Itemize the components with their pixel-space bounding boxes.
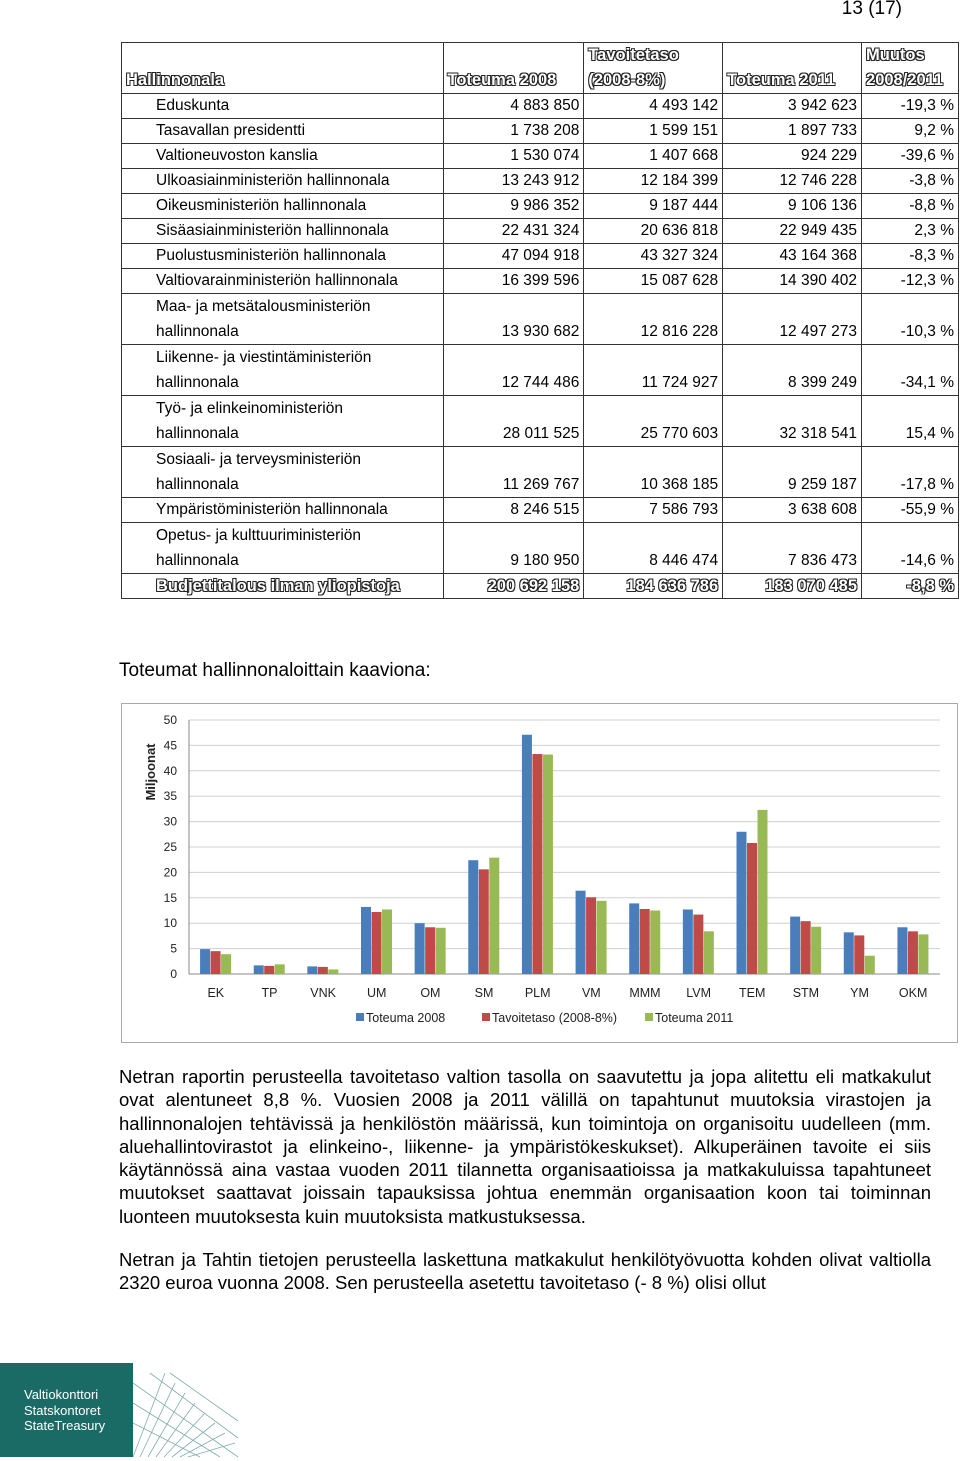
legend-label: Toteuma 2011 — [655, 1011, 734, 1025]
row-muutos: -55,9 % — [862, 498, 959, 523]
table-body — [122, 94, 959, 574]
bar-vnk-series-1 — [307, 966, 317, 974]
bar-vnk-series-2 — [318, 967, 328, 974]
logo-line-1: Valtiokonttori — [24, 1387, 99, 1402]
row-muutos: 9,2 % — [862, 119, 959, 144]
row-tavoitetaso: 8 446 474 — [584, 523, 723, 574]
row-name-line2: hallinnonala — [156, 323, 239, 340]
x-tick-label: VNK — [310, 986, 336, 1000]
row-name-line2: hallinnonala — [156, 374, 239, 391]
table-row — [122, 169, 959, 194]
row-name — [122, 244, 444, 269]
x-tick-label: TP — [261, 986, 278, 1000]
bar-um-series-1 — [361, 907, 371, 974]
row-name-line1: Opetus- ja kulttuuriministeriön — [156, 527, 362, 544]
bar-om-series-2 — [425, 927, 435, 974]
bar-sm-series-1 — [468, 860, 478, 974]
bar-ym-series-3 — [865, 956, 875, 974]
row-toteuma-2011: 3 638 608 — [723, 498, 862, 523]
bar-mmm-series-2 — [640, 909, 650, 974]
table-row — [122, 244, 959, 269]
row-toteuma-2011: 924 229 — [723, 144, 862, 169]
bar-om-series-3 — [436, 928, 446, 974]
row-toteuma-2008: 1 738 208 — [443, 119, 584, 144]
bar-vm-series-2 — [586, 897, 596, 974]
table-row — [122, 194, 959, 219]
row-name-line2: hallinnonala — [156, 425, 239, 442]
y-tick-label: 30 — [163, 814, 177, 829]
bar-ek-series-1 — [200, 949, 210, 974]
row-name — [122, 169, 444, 194]
row-toteuma-2008: 9 180 950 — [443, 523, 584, 574]
chart-heading: Toteumat hallinnonaloittain kaaviona: — [119, 660, 431, 681]
row-tavoitetaso: 12 184 399 — [584, 169, 723, 194]
budget-table — [121, 42, 959, 599]
row-name — [122, 294, 444, 345]
row-name — [122, 219, 444, 244]
row-tavoitetaso: 12 816 228 — [584, 294, 723, 345]
row-name-line1: Liikenne- ja viestintäministeriön — [156, 349, 372, 366]
bar-lvm-series-1 — [683, 909, 693, 974]
logo-line-3: StateTreasury — [24, 1418, 106, 1433]
bar-ym-series-2 — [854, 935, 864, 974]
row-name — [122, 119, 444, 144]
row-name — [122, 194, 444, 219]
bar-mmm-series-1 — [629, 903, 639, 974]
x-tick-label: MMM — [629, 986, 661, 1000]
logo-text — [24, 1387, 105, 1434]
row-muutos: -10,3 % — [862, 294, 959, 345]
row-name-line1: Maa- ja metsätalousministeriön — [156, 298, 371, 315]
x-tick-label: PLM — [524, 986, 551, 1000]
bar-plm-series-2 — [532, 754, 542, 974]
row-tavoitetaso: 20 636 818 — [584, 219, 723, 244]
row-muutos: -14,6 % — [862, 523, 959, 574]
header-hallinnonala: Hallinnonala — [122, 43, 444, 94]
bar-vm-series-3 — [597, 901, 607, 974]
row-toteuma-2008: 1 530 074 — [443, 144, 584, 169]
row-muutos: -17,8 % — [862, 447, 959, 498]
row-toteuma-2008: 8 246 515 — [443, 498, 584, 523]
row-tavoitetaso: 11 724 927 — [584, 345, 723, 396]
bar-ym-series-1 — [844, 932, 854, 974]
row-name-line1: Puolustusministeriön hallinnonala — [156, 247, 387, 264]
header-tavoitetaso — [584, 43, 723, 94]
bar-tp-series-1 — [254, 965, 264, 974]
total-label: Budjettitalous ilman yliopistoja — [122, 574, 444, 599]
row-muutos: -12,3 % — [862, 269, 959, 294]
logo-line-2: Statskontoret — [24, 1402, 101, 1418]
row-name-line1: Valtioneuvoston kanslia — [156, 147, 318, 164]
row-muutos: -39,6 % — [862, 144, 959, 169]
bar-okm-series-2 — [908, 931, 918, 974]
paragraph-1: Netran raportin perusteella tavoitetaso valtion tasolla on saavutettu ja jopa alitettu eli matkakulut ovat alentuneet 8,8 %. Vuosien 2008 ja 2011 välillä on tapahtunut muutoksia virastojen ja hallinnonalojen tehtävissä ja henkilöstön määrissä, kun toimintoja on organisoitu uudelleen (mm. aluehallintovirastot ja elinkeino-, liikenne- ja ympäristökeskukset). Alkuperäinen tavoite ei siis käytännössä aina vastaa vuoden 2011 tilannetta organisaatioissa ja matkakuluissa tapahtuneet muutokset saattavat joissain tapauksissa johtua enemmän organisaation koon tai toiminnan luonteen muutoksesta kuin muutoksista matkustuksessa. — [119, 1066, 931, 1227]
row-name-line1: Ympäristöministeriön hallinnonala — [156, 501, 388, 518]
bar-tp-series-2 — [264, 966, 274, 974]
table-row — [122, 447, 959, 498]
row-muutos: 2,3 % — [862, 219, 959, 244]
row-toteuma-2008: 9 986 352 — [443, 194, 584, 219]
row-toteuma-2008: 4 883 850 — [443, 94, 584, 119]
row-toteuma-2008: 47 094 918 — [443, 244, 584, 269]
legend-label: Toteuma 2008 — [366, 1011, 446, 1025]
bar-tem-series-3 — [758, 810, 768, 974]
row-toteuma-2011: 14 390 402 — [723, 269, 862, 294]
header-muutos-line1: Muutos — [866, 46, 925, 64]
x-tick-label: OM — [420, 986, 441, 1000]
total-tavoitetaso: 184 636 786 — [584, 574, 723, 599]
total-toteuma-2011: 183 070 485 — [723, 574, 862, 599]
bar-stm-series-1 — [790, 917, 800, 974]
row-toteuma-2008: 13 243 912 — [443, 169, 584, 194]
y-tick-label: 5 — [170, 941, 177, 956]
table-row — [122, 119, 959, 144]
header-tavoitetaso-line1: Tavoitetaso — [588, 46, 679, 64]
x-tick-label: TEM — [739, 986, 766, 1000]
row-name-line1: Valtiovarainministeriön hallinnonala — [156, 272, 398, 289]
row-toteuma-2011: 12 497 273 — [723, 294, 862, 345]
x-tick-label: EK — [207, 986, 225, 1000]
legend-swatch — [482, 1013, 490, 1021]
bar-mmm-series-3 — [650, 911, 660, 975]
row-name-line1: Oikeusministeriön hallinnonala — [156, 197, 367, 214]
bar-lvm-series-2 — [693, 915, 703, 974]
bar-vm-series-1 — [576, 891, 586, 974]
row-tavoitetaso: 10 368 185 — [584, 447, 723, 498]
bar-chart-svg — [122, 704, 959, 1044]
row-name — [122, 144, 444, 169]
row-toteuma-2011: 9 259 187 — [723, 447, 862, 498]
table-row — [122, 269, 959, 294]
row-toteuma-2011: 3 942 623 — [723, 94, 862, 119]
row-tavoitetaso: 1 599 151 — [584, 119, 723, 144]
bar-tem-series-1 — [737, 832, 747, 974]
bar-plm-series-1 — [522, 735, 532, 974]
row-toteuma-2011: 9 106 136 — [723, 194, 862, 219]
state-treasury-logo — [0, 1363, 240, 1461]
row-toteuma-2011: 22 949 435 — [723, 219, 862, 244]
bar-lvm-series-3 — [704, 931, 714, 974]
header-muutos — [862, 43, 959, 94]
table-row — [122, 94, 959, 119]
bar-okm-series-3 — [918, 934, 928, 974]
legend-swatch — [645, 1013, 653, 1021]
row-tavoitetaso: 25 770 603 — [584, 396, 723, 447]
row-toteuma-2011: 1 897 733 — [723, 119, 862, 144]
bar-stm-series-2 — [801, 921, 811, 974]
row-muutos: -34,1 % — [862, 345, 959, 396]
y-tick-label: 10 — [163, 916, 177, 931]
table-header-row — [122, 43, 959, 94]
bar-tp-series-3 — [275, 964, 285, 974]
header-toteuma-2011: Toteuma 2011 — [723, 43, 862, 94]
header-toteuma-2008: Toteuma 2008 — [443, 43, 584, 94]
table-row — [122, 345, 959, 396]
header-tavoitetaso-line2: (2008-8%) — [588, 71, 666, 89]
table-row — [122, 523, 959, 574]
row-muutos: -8,8 % — [862, 194, 959, 219]
legend-label: Tavoitetaso (2008-8%) — [492, 1011, 618, 1025]
row-toteuma-2011: 8 399 249 — [723, 345, 862, 396]
row-toteuma-2008: 11 269 767 — [443, 447, 584, 498]
bar-okm-series-1 — [897, 927, 907, 974]
table-row — [122, 219, 959, 244]
row-name-line2: hallinnonala — [156, 552, 239, 569]
row-toteuma-2011: 12 746 228 — [723, 169, 862, 194]
row-toteuma-2008: 28 011 525 — [443, 396, 584, 447]
row-name-line1: Eduskunta — [156, 97, 230, 114]
bar-um-series-3 — [382, 909, 392, 974]
x-tick-label: LVM — [686, 986, 711, 1000]
table-row — [122, 144, 959, 169]
row-toteuma-2011: 43 164 368 — [723, 244, 862, 269]
paragraph-2: Netran ja Tahtin tietojen perusteella laskettuna matkakulut henkilötyövuotta kohden olivat valtiolla 2320 euroa vuonna 2008. Sen perusteella asetettu tavoitetaso (- 8 %) olisi ollut — [119, 1249, 931, 1294]
x-tick-label: YM — [850, 986, 869, 1000]
total-toteuma-2008: 200 692 158 — [443, 574, 584, 599]
page-number: 13 (17) — [841, 0, 902, 19]
x-tick-label: SM — [474, 986, 494, 1000]
y-tick-label: 40 — [163, 763, 177, 778]
bar-um-series-2 — [372, 912, 382, 974]
y-tick-label: 25 — [163, 840, 177, 854]
row-name — [122, 269, 444, 294]
row-name-line1: Työ- ja elinkeinoministeriön — [156, 400, 343, 417]
row-toteuma-2008: 13 930 682 — [443, 294, 584, 345]
row-name — [122, 396, 444, 447]
table-row — [122, 498, 959, 523]
y-tick-label: 20 — [163, 865, 177, 880]
legend-swatch — [356, 1013, 364, 1021]
row-toteuma-2011: 7 836 473 — [723, 523, 862, 574]
row-tavoitetaso: 43 327 324 — [584, 244, 723, 269]
bar-sm-series-2 — [479, 869, 489, 974]
row-name — [122, 94, 444, 119]
header-muutos-line2: 2008/2011 — [866, 71, 944, 89]
row-toteuma-2008: 12 744 486 — [443, 345, 584, 396]
row-name — [122, 447, 444, 498]
bar-om-series-1 — [415, 923, 425, 974]
bar-plm-series-3 — [543, 755, 553, 974]
row-muutos: -3,8 % — [862, 169, 959, 194]
row-tavoitetaso: 15 087 628 — [584, 269, 723, 294]
bar-vnk-series-3 — [328, 969, 338, 974]
x-tick-label: UM — [367, 986, 387, 1000]
y-tick-label: 15 — [163, 890, 177, 905]
row-toteuma-2008: 16 399 596 — [443, 269, 584, 294]
row-name-line1: Ulkoasiainministeriön hallinnonala — [156, 172, 390, 189]
row-name-line1: Tasavallan presidentti — [156, 122, 306, 139]
y-tick-label: 45 — [163, 738, 177, 753]
row-muutos: -19,3 % — [862, 94, 959, 119]
row-muutos: 15,4 % — [862, 396, 959, 447]
row-tavoitetaso: 1 407 668 — [584, 144, 723, 169]
total-muutos: -8,8 % — [862, 574, 959, 599]
row-name — [122, 345, 444, 396]
y-tick-label: 50 — [163, 713, 177, 727]
row-toteuma-2011: 32 318 541 — [723, 396, 862, 447]
row-muutos: -8,3 % — [862, 244, 959, 269]
row-name — [122, 498, 444, 523]
row-tavoitetaso: 7 586 793 — [584, 498, 723, 523]
bar-ek-series-3 — [221, 954, 231, 974]
row-tavoitetaso: 9 187 444 — [584, 194, 723, 219]
table-row — [122, 396, 959, 447]
bar-tem-series-2 — [747, 843, 757, 974]
bar-chart — [121, 703, 958, 1043]
x-tick-label: STM — [792, 986, 820, 1000]
table-total-row — [122, 574, 959, 599]
row-name-line1: Sisäasiainministeriön hallinnonala — [156, 222, 389, 239]
row-name-line1: Sosiaali- ja terveysministeriön — [156, 451, 362, 468]
row-toteuma-2008: 22 431 324 — [443, 219, 584, 244]
bar-stm-series-3 — [811, 927, 821, 974]
y-tick-label: 35 — [163, 789, 177, 804]
bar-sm-series-3 — [489, 858, 499, 974]
y-tick-label: 0 — [170, 967, 177, 981]
table-row — [122, 294, 959, 345]
row-name — [122, 523, 444, 574]
row-tavoitetaso: 4 493 142 — [584, 94, 723, 119]
x-tick-label: VM — [581, 986, 601, 1000]
y-axis-label: Miljoonat — [143, 743, 158, 801]
bar-ek-series-2 — [211, 951, 221, 974]
row-name-line2: hallinnonala — [156, 476, 239, 493]
x-tick-label: OKM — [898, 986, 928, 1000]
